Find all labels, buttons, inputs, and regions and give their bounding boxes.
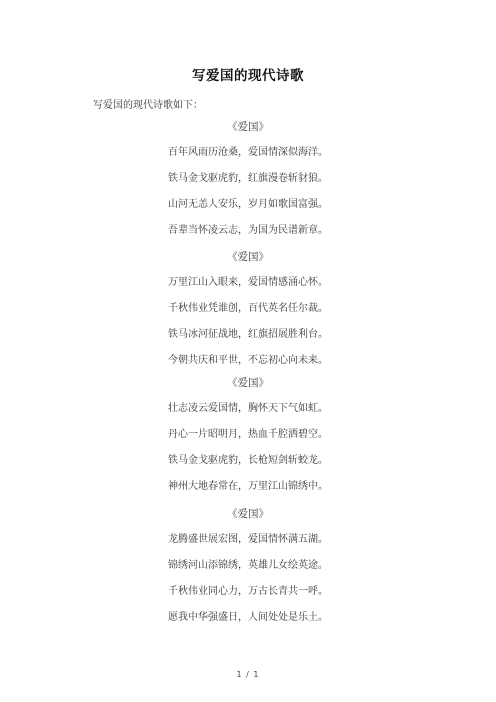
poem-line: 锦绣河山添锦绣，英雄儿女绘英途。 <box>168 560 328 571</box>
poem-line: 神州大地春常在，万里江山锦绣中。 <box>168 481 328 492</box>
poem-line: 丹心一片昭明月，热血千腔洒碧空。 <box>168 429 328 440</box>
poem-line: 今朝共庆和平世，不忘初心向未来。 <box>168 355 328 366</box>
poem-line: 吾辈当怀凌云志，为国为民谱新章。 <box>168 225 328 236</box>
intro-text: 写爱国的现代诗歌如下： <box>93 100 203 111</box>
poem-title: 《爱国》 <box>227 251 269 263</box>
poem-title: 《爱国》 <box>227 508 269 520</box>
poem-1 <box>0 118 496 248</box>
poem-line: 愿我中华强盛日，人间处处是乐土。 <box>168 612 328 623</box>
document-title: 写爱国的现代诗歌 <box>192 68 304 84</box>
poem-3 <box>0 374 496 504</box>
poem-line: 铁马金戈驱虎豹，长枪短剑斩蛟龙。 <box>168 455 328 466</box>
poem-line: 铁马冰河征战地，红旗招展胜利台。 <box>168 329 328 340</box>
poem-title: 《爱国》 <box>227 377 269 389</box>
poem-line: 铁马金戈驱虎豹，红旗漫卷斩豺狼。 <box>168 173 328 184</box>
poem-line: 壮志凌云爱国情，胸怀天下气如虹。 <box>168 403 328 414</box>
page-number: 1 / 1 <box>236 670 260 679</box>
poem-line: 万里江山入眼来，爱国情感涌心怀。 <box>168 277 328 288</box>
poem-4 <box>0 505 496 635</box>
poem-line: 百年风雨历沧桑，爱国情深似海洋。 <box>168 147 328 158</box>
poem-line: 龙腾盛世展宏图，爱国情怀满五湖。 <box>168 534 328 545</box>
poem-line: 山河无恙人安乐，岁月如歌国富强。 <box>168 199 328 210</box>
poem-line: 千秋伟业凭谁创，百代英名任尔裁。 <box>168 303 328 314</box>
poem-2 <box>0 248 496 378</box>
poem-title: 《爱国》 <box>227 121 269 133</box>
poem-line: 千秋伟业同心力，万古长青共一呼。 <box>168 586 328 597</box>
